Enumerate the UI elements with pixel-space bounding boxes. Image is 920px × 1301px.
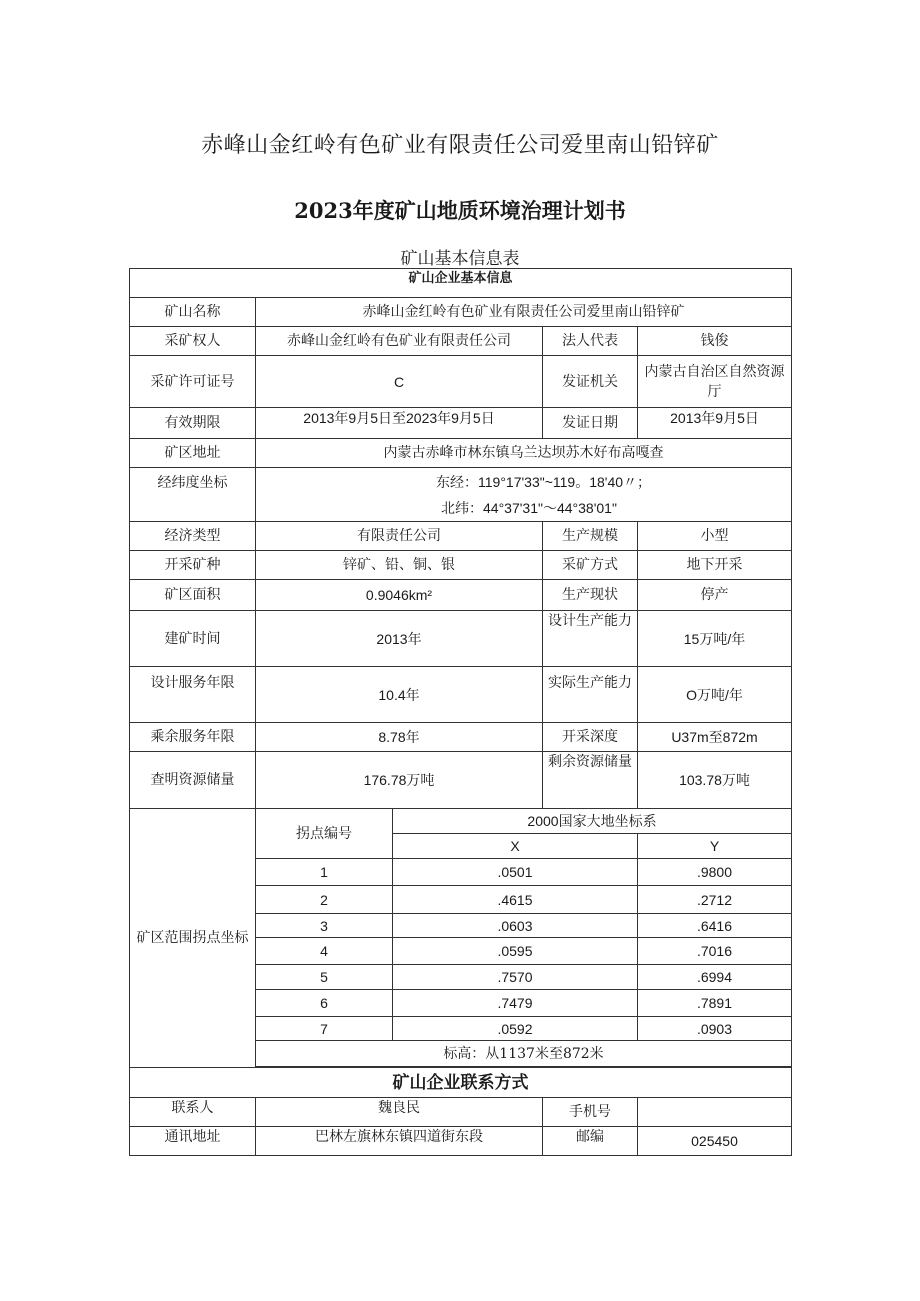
point-y: .9800 <box>638 859 792 886</box>
postcode-value: 025450 <box>638 1127 792 1156</box>
phone-value <box>638 1098 792 1127</box>
point-x: .7570 <box>393 965 638 990</box>
scale-label: 生产规模 <box>543 522 638 551</box>
point-id: 5 <box>256 965 393 990</box>
row-minerals <box>130 551 792 580</box>
remaining-reserves-value: 103.78万吨 <box>638 752 792 809</box>
area-value: 0.9046km² <box>256 580 543 611</box>
point-x: .0592 <box>393 1017 638 1041</box>
minerals-label: 开采矿种 <box>130 551 256 580</box>
design-capacity-label: 设计生产能力 <box>543 611 638 667</box>
point-id: 3 <box>256 914 393 938</box>
coords-longitude: 东经：119°17'33"~119。18'40〃； <box>436 473 652 490</box>
coords-value <box>256 468 792 522</box>
status-value: 停产 <box>638 580 792 611</box>
point-x: .7479 <box>393 990 638 1017</box>
remaining-value: 8.78年 <box>256 723 543 752</box>
license-label: 采矿许可证号 <box>130 356 256 408</box>
postcode-label: 邮编 <box>543 1127 638 1156</box>
point-x: .0595 <box>393 938 638 965</box>
actual-capacity-label: 实际生产能力 <box>543 667 638 723</box>
mining-right-value: 赤峰山金红岭有色矿业有限责任公司 <box>256 327 543 356</box>
x-header: X <box>393 834 638 859</box>
mining-method-value: 地下开采 <box>638 551 792 580</box>
validity-value: 2013年9月5日至2023年9月5日 <box>256 408 543 439</box>
mine-info-table <box>129 268 792 1156</box>
built-value: 2013年 <box>256 611 543 667</box>
document-subtitle: 2023年度矿山地质环境治理计划书 <box>294 198 626 223</box>
design-capacity-value: 15万吨/年 <box>638 611 792 667</box>
point-y: .6416 <box>638 914 792 938</box>
actual-capacity-value: O万吨/年 <box>638 667 792 723</box>
address-label: 矿区地址 <box>130 439 256 468</box>
point-id: 2 <box>256 886 393 914</box>
point-id: 7 <box>256 1017 393 1041</box>
license-value: C <box>256 356 543 408</box>
depth-label: 开采深度 <box>543 723 638 752</box>
section-enterprise: 矿山企业基本信息 <box>130 269 792 298</box>
issuer-label: 发证机关 <box>543 356 638 408</box>
mine-name-value: 赤峰山金红岭有色矿业有限责任公司爱里南山铅锌矿 <box>256 298 792 327</box>
point-id: 6 <box>256 990 393 1017</box>
remaining-reserves-label: 剩余资源储量 <box>543 752 638 809</box>
minerals-value: 锌矿、铅、铜、银 <box>256 551 543 580</box>
depth-value: U37m至872m <box>638 723 792 752</box>
contact-address-label: 通讯地址 <box>130 1127 256 1156</box>
elevation-value: 标高：从1137米至872米 <box>256 1041 792 1067</box>
coords-latitude: 北纬：44°37'31"～44°38'01" <box>441 499 617 516</box>
row-contact-person <box>130 1098 792 1127</box>
legal-rep-value: 钱俊 <box>638 327 792 356</box>
point-y: .7016 <box>638 938 792 965</box>
section-row-contact <box>130 1068 792 1098</box>
reserves-value: 176.78万吨 <box>256 752 543 809</box>
phone-label: 手机号 <box>543 1098 638 1127</box>
row-remaining <box>130 723 792 752</box>
point-x: .0501 <box>393 859 638 886</box>
service-label: 设计服务年限 <box>130 667 256 723</box>
row-economy <box>130 522 792 551</box>
contact-person-label: 联系人 <box>130 1098 256 1127</box>
area-label: 矿区面积 <box>130 580 256 611</box>
point-id: 4 <box>256 938 393 965</box>
y-header: Y <box>638 834 792 859</box>
economy-value: 有限责任公司 <box>256 522 543 551</box>
issue-date-value: 2013年9月5日 <box>638 408 792 439</box>
section-contact: 矿山企业联系方式 <box>130 1068 792 1098</box>
section-row-enterprise <box>130 269 792 298</box>
scale-value: 小型 <box>638 522 792 551</box>
built-label: 建矿时间 <box>130 611 256 667</box>
contact-address-value: 巴林左旗林东镇四道街东段 <box>256 1127 543 1156</box>
point-x: .4615 <box>393 886 638 914</box>
legal-rep-label: 法人代表 <box>543 327 638 356</box>
row-license <box>130 356 792 408</box>
row-area <box>130 580 792 611</box>
row-built <box>130 611 792 667</box>
row-address <box>130 439 792 468</box>
coords-label: 经纬度坐标 <box>130 468 256 522</box>
point-y: .7891 <box>638 990 792 1017</box>
row-validity <box>130 408 792 439</box>
row-mine-name <box>130 298 792 327</box>
point-x: .0603 <box>393 914 638 938</box>
mine-name-label: 矿山名称 <box>130 298 256 327</box>
row-service <box>130 667 792 723</box>
point-y: .2712 <box>638 886 792 914</box>
address-value: 内蒙古赤峰市林东镇乌兰达坝苏木好布高嘎查 <box>256 439 792 468</box>
issuer-value: 内蒙古自治区自然资源厅 <box>638 356 792 408</box>
economy-label: 经济类型 <box>130 522 256 551</box>
document-title: 赤峰山金红岭有色矿业有限责任公司爱里南山铅锌矿 <box>201 133 719 158</box>
issue-date-label: 发证日期 <box>543 408 638 439</box>
row-coords <box>130 468 792 522</box>
row-reserves <box>130 752 792 809</box>
row-mining-right <box>130 327 792 356</box>
point-id: 1 <box>256 859 393 886</box>
status-label: 生产现状 <box>543 580 638 611</box>
table-caption: 矿山基本信息表 <box>400 249 520 269</box>
validity-label: 有效期限 <box>130 408 256 439</box>
service-value: 10.4年 <box>256 667 543 723</box>
boundary-label: 矿区范围拐点坐标 <box>130 809 256 1068</box>
coordinate-system-header: 2000国家大地坐标系 <box>393 809 792 834</box>
remaining-label: 乘余服务年限 <box>130 723 256 752</box>
reserves-label: 查明资源储量 <box>130 752 256 809</box>
point-y: .0903 <box>638 1017 792 1041</box>
mining-method-label: 采矿方式 <box>543 551 638 580</box>
row-contact-address <box>130 1127 792 1156</box>
mining-right-label: 采矿权人 <box>130 327 256 356</box>
point-y: .6994 <box>638 965 792 990</box>
point-number-header: 拐点编号 <box>256 809 393 859</box>
boundary-header-row <box>130 809 792 834</box>
contact-person-value: 魏良民 <box>256 1098 543 1127</box>
